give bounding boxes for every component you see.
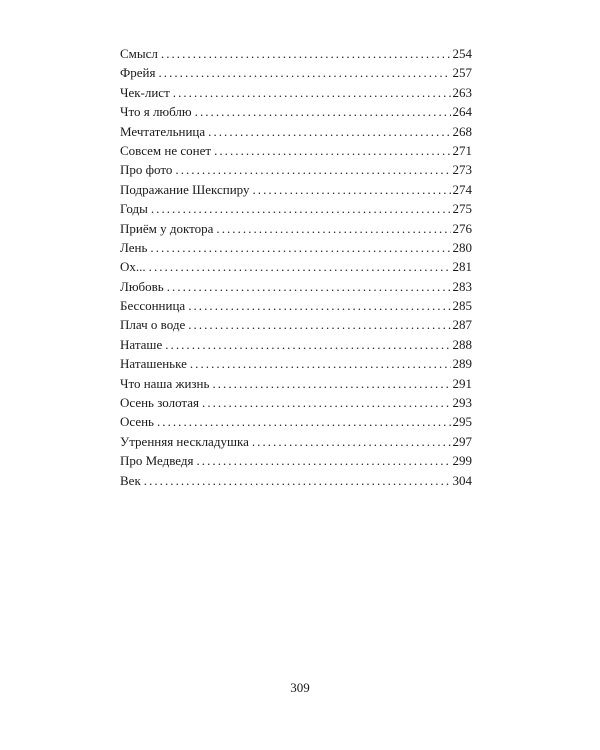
toc-entry xyxy=(120,296,472,315)
page-number: 309 xyxy=(290,680,310,695)
toc-entry-page: 263 xyxy=(452,84,472,100)
toc-entry-page: 297 xyxy=(452,433,472,449)
toc-entry-page: 271 xyxy=(452,142,472,158)
toc-entry xyxy=(120,219,472,238)
toc-leader-dots xyxy=(214,141,450,160)
toc-entry xyxy=(120,199,472,218)
toc-leader-dots xyxy=(175,160,450,179)
toc-leader-dots xyxy=(252,432,451,451)
toc-entry-page: 289 xyxy=(452,356,472,372)
toc-leader-dots xyxy=(216,219,450,238)
toc-leader-dots xyxy=(197,451,451,470)
toc-entry-page: 295 xyxy=(452,414,472,430)
toc-entry xyxy=(120,122,472,141)
toc-entry-title: Мечтательница xyxy=(120,123,206,139)
table-of-contents xyxy=(120,44,472,490)
toc-entry-page: 304 xyxy=(452,472,472,488)
toc-entry-title: Что я люблю xyxy=(120,104,192,120)
toc-entry xyxy=(120,141,472,160)
toc-entry-page: 274 xyxy=(452,181,472,197)
toc-entry-page: 281 xyxy=(452,259,472,275)
toc-entry-page: 285 xyxy=(452,298,472,314)
toc-leader-dots xyxy=(149,257,451,276)
toc-entry-page: 276 xyxy=(452,220,472,236)
toc-entry xyxy=(120,354,472,373)
toc-entry-title: Наташеньке xyxy=(120,356,187,372)
toc-entry xyxy=(120,451,472,470)
toc-entry-title: Смысл xyxy=(120,46,158,61)
toc-entry-title: Про Медведя xyxy=(120,453,194,469)
toc-entry xyxy=(120,432,472,451)
toc-entry xyxy=(120,160,472,179)
toc-leader-dots xyxy=(151,199,451,218)
toc-leader-dots xyxy=(208,122,450,141)
toc-leader-dots xyxy=(212,374,450,393)
toc-entry xyxy=(120,44,472,63)
toc-entry-page: 293 xyxy=(452,395,472,411)
toc-leader-dots xyxy=(167,277,451,296)
toc-leader-dots xyxy=(190,354,451,373)
toc-leader-dots xyxy=(144,471,451,490)
toc-entry-title: Приём у доктора xyxy=(120,220,214,236)
toc-entry xyxy=(120,315,472,334)
toc-entry-title: Утренняя нескладушка xyxy=(120,433,249,449)
toc-entry xyxy=(120,180,472,199)
toc-leader-dots xyxy=(157,412,451,431)
toc-entry xyxy=(120,374,472,393)
toc-leader-dots xyxy=(165,335,450,354)
toc-leader-dots xyxy=(161,44,451,63)
toc-entry-page: 268 xyxy=(452,123,472,139)
toc-entry-page: 275 xyxy=(452,201,472,217)
toc-entry-title: Лень xyxy=(120,239,148,255)
toc-leader-dots xyxy=(150,238,450,257)
toc-entry-page: 264 xyxy=(452,104,472,120)
toc-leader-dots xyxy=(158,63,450,82)
toc-leader-dots xyxy=(202,393,450,412)
toc-entry xyxy=(120,335,472,354)
toc-entry xyxy=(120,257,472,276)
toc-entry xyxy=(120,277,472,296)
toc-entry-title: Ох... xyxy=(120,259,146,275)
toc-entry-page: 257 xyxy=(452,65,472,81)
toc-entry-title: Годы xyxy=(120,201,148,217)
toc-entry-page: 280 xyxy=(452,239,472,255)
toc-entry xyxy=(120,238,472,257)
toc-leader-dots xyxy=(188,296,450,315)
toc-entry-title: Чек-лист xyxy=(120,84,170,100)
toc-entry xyxy=(120,63,472,82)
toc-leader-dots xyxy=(188,315,450,334)
toc-entry xyxy=(120,412,472,431)
toc-entry-page: 288 xyxy=(452,336,472,352)
toc-entry-title: Осень золотая xyxy=(120,395,200,411)
toc-leader-dots xyxy=(252,180,450,199)
toc-entry xyxy=(120,102,472,121)
toc-leader-dots xyxy=(173,83,451,102)
toc-entry-page: 254 xyxy=(452,46,472,61)
toc-entry xyxy=(120,471,472,490)
toc-entry-title: Что наша жизнь xyxy=(120,375,210,391)
toc-entry-title: Про фото xyxy=(120,162,173,178)
toc-entry-title: Любовь xyxy=(120,278,164,294)
toc-entry-title: Бессонница xyxy=(120,298,186,314)
toc-entry xyxy=(120,83,472,102)
toc-entry-page: 287 xyxy=(452,317,472,333)
toc-entry-page: 273 xyxy=(452,162,472,178)
toc-entry-title: Фрейя xyxy=(120,65,156,81)
toc-entry-title: Подражание Шекспиру xyxy=(120,181,250,197)
toc-entry-page: 291 xyxy=(452,375,472,391)
toc-entry-page: 283 xyxy=(452,278,472,294)
toc-entry-page: 299 xyxy=(452,453,472,469)
toc-entry-title: Плач о воде xyxy=(120,317,186,333)
toc-entry xyxy=(120,393,472,412)
toc-leader-dots xyxy=(195,102,451,121)
toc-entry-title: Совсем не сонет xyxy=(120,142,212,158)
toc-entry-title: Осень xyxy=(120,414,154,430)
toc-entry-title: Век xyxy=(120,472,141,488)
toc-entry-title: Наташе xyxy=(120,336,163,352)
